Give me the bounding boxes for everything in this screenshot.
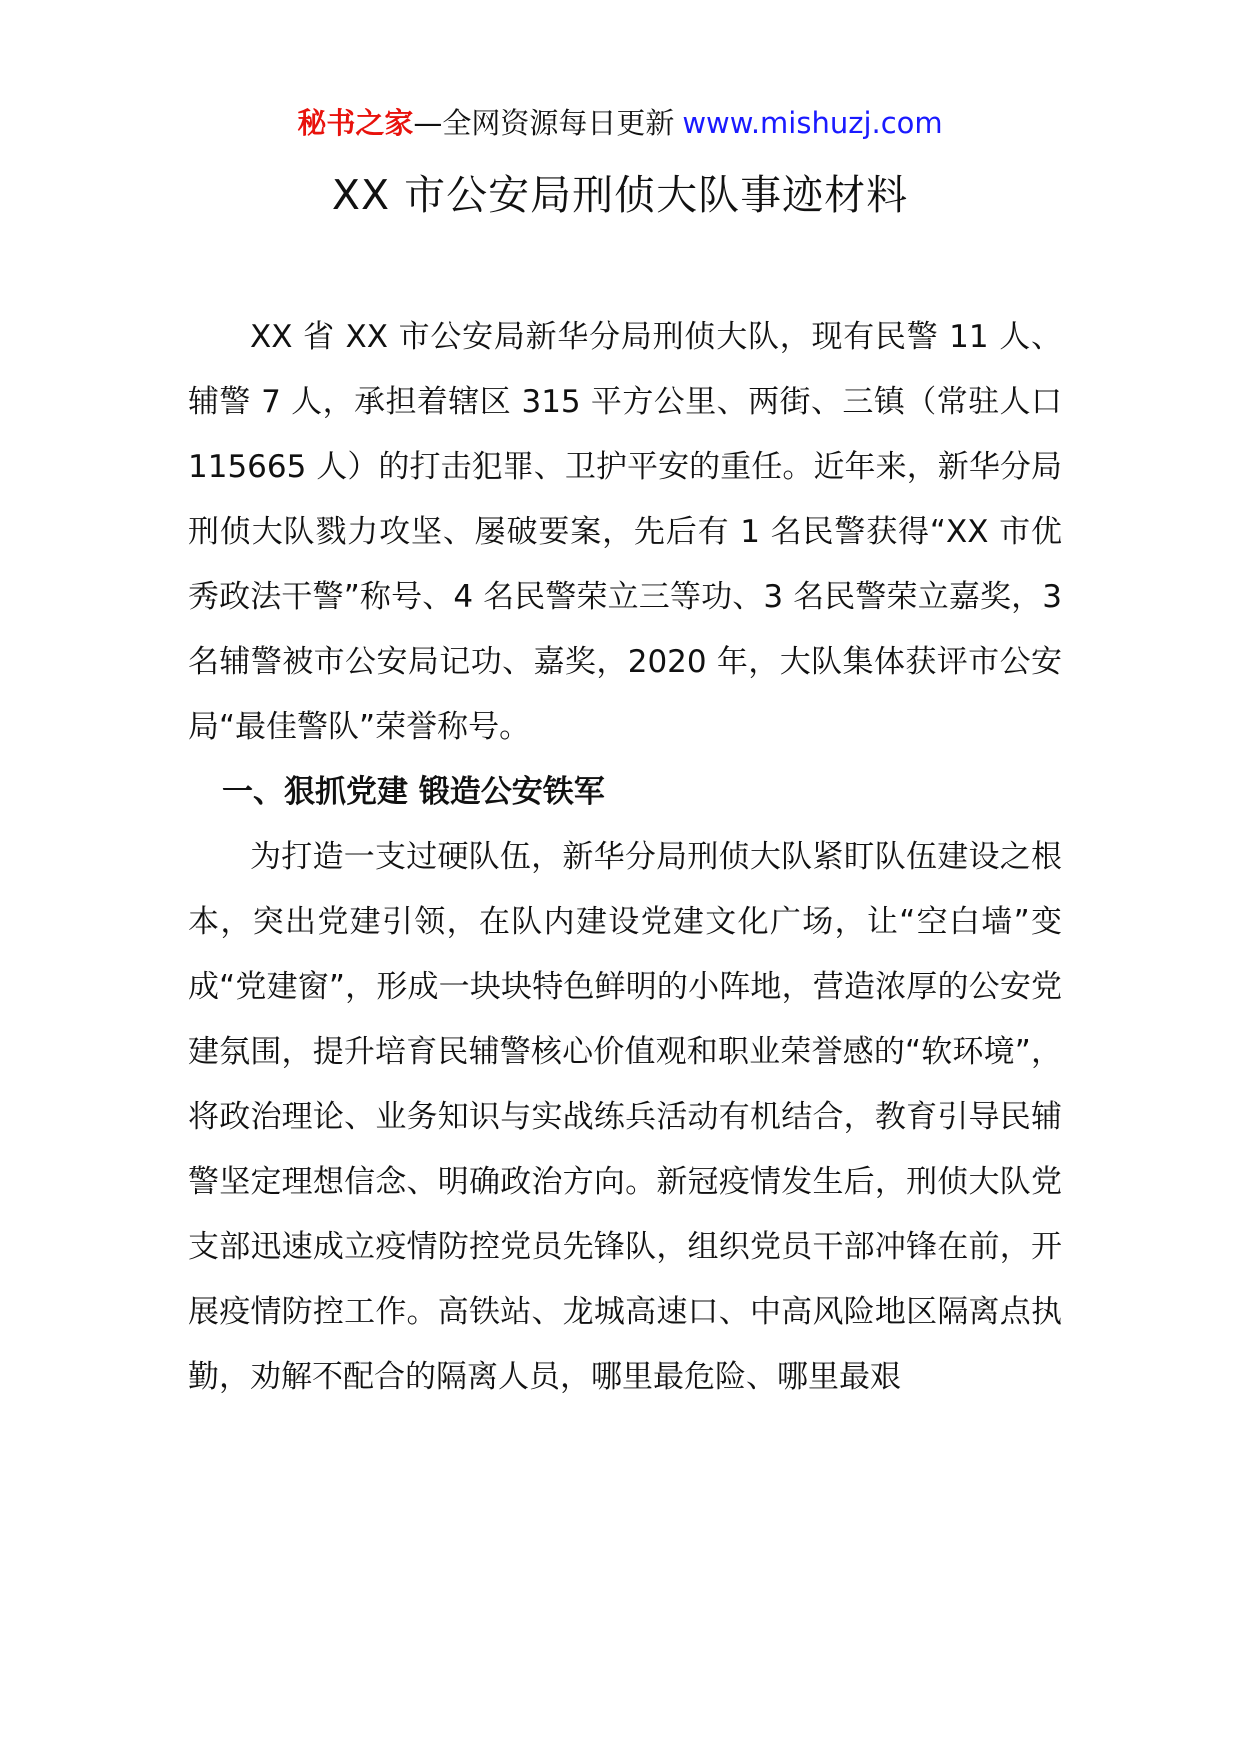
- document-title: XX 市公安局刑侦大队事迹材料: [331, 171, 909, 219]
- section-heading-1: 一、狠抓党建 锻造公安铁军: [222, 774, 605, 810]
- header-tagline: —全网资源每日更新: [413, 106, 675, 140]
- brand-name: 秘书之家: [297, 106, 414, 140]
- watermark-header: [0, 103, 1240, 143]
- document-body: [188, 305, 1062, 1410]
- site-url-link[interactable]: www.mishuzj.com: [682, 106, 943, 140]
- section-1-paragraph: 为打造一支过硬队伍，新华分局刑侦大队紧盯队伍建设之根本，突出党建引领，在队内建设党建文化广场，让“空白墙”变成“党建窗”，形成一块块特色鲜明的小阵地，营造浓厚的公安党建氛围，提升培育民辅警核心价值观和职业荣誉感的“软环境”，将政治理论、业务知识与实战练兵活动有机结合，教育引导民辅警坚定理想信念、明确政治方向。新冠疫情发生后，刑侦大队党支部迅速成立疫情防控党员先锋队，组织党员干部冲锋在前，开展疫情防控工作。高铁站、龙城高速口、中高风险地区隔离点执勤，劝解不配合的隔离人员，哪里最危险、哪里最艰: [188, 839, 1062, 1395]
- intro-paragraph: XX 省 XX 市公安局新华分局刑侦大队，现有民警 11 人、辅警 7 人，承担着辖区 315 平方公里、两街、三镇（常驻人口 115665 人）的打击犯罪、卫护平安的重任。近年来，新华分局刑侦大队戮力攻坚、屡破要案，先后有 1 名民警获得“XX 市优秀政法干警”称号、4 名民警荣立三等功、3 名民警荣立嘉奖，3 名辅警被市公安局记功、嘉奖，2020 年，大队集体获评市公安局“最佳警队”荣誉称号。: [188, 319, 1062, 745]
